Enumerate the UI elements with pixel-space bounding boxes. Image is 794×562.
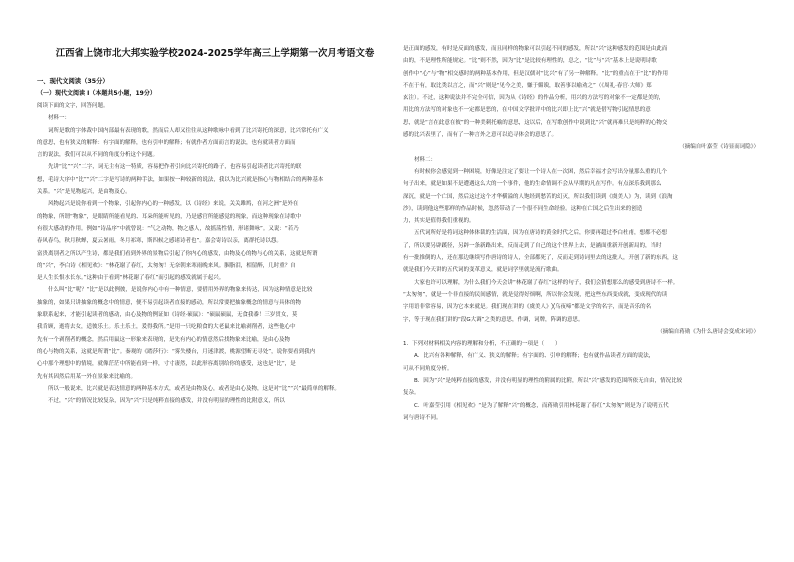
text-line: 春风春鸟，秋月秋蝉，夏云暑雨，冬月祁寒，斯四候之感诸诗者也”。嘉会寄诗以亲，离群托诗以怨。 — [37, 238, 282, 245]
left-column — [37, 76, 393, 407]
text-line: 的物象，所谓“物象”，是眼睛所能看见的、耳朵所能听见的，乃是感官所能感觉的现象，而这种现象在诗歌中 — [37, 213, 302, 220]
material-one-label: 材料一： — [48, 115, 71, 122]
text-line: 句子出来，就是如果不是遭遇这么大的一个事件，他的生命情调不会从早期的凡在写作。有点深乐我到那么 — [403, 181, 662, 188]
text-line: 什么叫“比”呢？“比”是以此例彼，是说你内心中有一种情意，要借用外界的物象来传达，因为这种情意是比较 — [48, 287, 313, 294]
text-line: 字用语非常容易，因为它本来就是。我们现在讲的《虞美人》╳乌夜啼”都是文学的名字，而是音乐的名 — [403, 304, 652, 311]
text-line: 所以一般说来，比兴就是表达情意的两种基本方式，或者是由物及心，或者是由心及物，这是对“比”“兴”最简单的解释。 — [48, 385, 340, 392]
document-title: 江西省上饶市北大邦实验学校2024-2025学年高三上学期第一次月考语文卷 — [55, 48, 375, 59]
text-line: 了，所以要另辟蹊径，另辟一条新路出来，反而走到了自己的这个世界上去，是涵面重新开创新局的，当时 — [403, 242, 662, 249]
text-line: C．叶嘉莹引用《相见欢》“是为了解释“兴”的概念，而蒋勋引用林花谢了春红”太匆匆”则是为了说明五代 — [414, 402, 669, 409]
text-line: 五代词所好是将词这种体体裁的生活面，因为在唐诗的黄金时代之后，你要再超过李白杜甫，想都不必想 — [414, 230, 668, 237]
text-line: 的意思，也有狭义的解释：有字面的解释，也有引申的解释；有就作者方面而言的说法，也有就读者方面而 — [37, 139, 296, 146]
text-line: 是正面的感发，有时是反面的感发，而且同样的物象可以引起不同的感发，所以“兴”这种感发的范围是由此而 — [403, 46, 668, 52]
text-line: 我肯顾，逝将去女，适彼乐土。乐土乐土，爰得我所。”是用一只吃粮食的大老鼠来比喻剥削者，这些他心中 — [37, 324, 296, 331]
text-line: 创作中“心”与“物”相交感时的两种基本作用，但是汉儒对“比兴”有了另一种解释。“比”的重点在于“比”的作用 — [403, 70, 668, 77]
text-line: 可从不同角度分析。 — [403, 365, 453, 372]
text-line: 关系。“兴”是见物起兴，是由物及心。 — [37, 189, 131, 196]
text-line: 富贵离别者之所以产生诗，都是我们看到外界的景物后引起了你内心的感发，由物及心的物与心的关系，这就是所谓 — [37, 250, 318, 257]
source-citation-2: （摘编自蒋勋《为什么唐诗会变成宋词》） — [657, 328, 759, 335]
text-line: 的“兴”，李白诗《相见欢》：“林花谢了春红，太匆匆！无奈朝来寒雨晚来风。胭脂泪，相留醉，几时重？自 — [37, 262, 296, 269]
text-line: 的心与物的关系，这就是所谓“比”。秦观的《踏莎行》：“雾失楼台，月迷津渡，桃源望断无寻处”，说你要看到我内 — [37, 348, 316, 355]
text-line: 深沉，就是一个亡国，然后这过这个才华横溢的人饱经到愁苦的幻灭，所以我们读到《虞美人》为，读到《浪淘 — [403, 193, 673, 200]
text-line: 不在于有，取比类以言之，而“兴”则是“见今之美，嫌于媚谀，取善事以喻劝之”（《周礼·春官·大师》郑 — [403, 82, 652, 89]
text-line: 有时候你会感觉到一种困境，好像是注定了要让一个诗人在一次困，然后幸福才会写出分量那么重的几个 — [414, 168, 668, 175]
right-body-text-part1 — [403, 43, 759, 141]
question-1-options — [403, 350, 759, 424]
text-line: 不过，“兴”的情况比较复杂，因为“兴”只是纯粹直接的感发，并没有明显的理性的比附意义，所以 — [48, 398, 285, 405]
text-line: A．比兴有各种解释，有广义、狭义的解释；有字面的、引申的解释；也有就作品读者方面的说法， — [414, 353, 655, 360]
left-body-text — [37, 125, 393, 408]
text-line: 先有其因然后用某一外在景象来比喻的。 — [37, 373, 137, 380]
subsection-heading: （一）现代文阅读 Ⅰ（本题共5小题，19分） — [37, 90, 156, 97]
text-line: 思，就是“言在此意在彼”的一种美刺托喻的意思，这以后，在写歌创作中说到比“兴”就再难只是纯粹的心物交 — [403, 119, 668, 126]
text-line: 大家也许可以理解，为什么我们今天会讲“林花谢了春红”这样的句子，我们会猜想那么的感受到唐诗不一样。 — [414, 279, 679, 286]
right-body-text-part2 — [403, 166, 759, 326]
text-line: 是人生长恨水长东。”这种由于看到“林花谢了春红”而引起的感发就属于起兴。 — [37, 275, 225, 282]
instruction-text: 阅读下面的文字，回答问题。 — [37, 103, 109, 109]
text-line: 词所是歌的字体裁中国内部最有表现的歌，然而后人却又往往从这种歌咏中看到了比兴寄托的深意，比兴常托有广义 — [48, 127, 329, 134]
text-line: 有一批推倒的人，还在那边继续写作唐诗的诗人，全部都死了，反而走到诗词里去的这批人，开创了新的东西，这 — [403, 255, 679, 262]
text-line: 有很大感动的作用。例如“诗品序”中就曾说：“气之动物，物之感人，故摇荡性情，形诸舞咏”。又说：“若乃 — [37, 225, 299, 232]
source-citation-1: （摘编自叶嘉莹《诗显而词隐》） — [679, 144, 759, 151]
text-line: 风物起兴是说你看到一个物象，引起你内心的一种感发，以《诗经》来说，关关雎鸠，在河之洲”是外在 — [48, 201, 299, 208]
text-line: 先讲“比”“兴”二字，词无主有这一特质，容易把作者引向比兴寄托的路子，也容易引起读者比兴寄托的联 — [48, 164, 302, 171]
text-line: 先有一个剥削者的概念，然后用鼠这一形象来表现的，是先有内心的情意然后找物象来比喻，是由心及物 — [37, 336, 291, 343]
text-line: 象联系起来，才能引起读者的感动，由心及物的例证如《诗经·硕鼠》：“硕鼠硕鼠，无食我黍！三岁贯女，莫 — [37, 312, 298, 319]
text-line: 力，其实是值得我们重视的。 — [403, 218, 475, 225]
text-line: 心中那个理想中的情境，就像茫茫中所能看到一样，寸寸凄然，以此形容离别给你的感受，这也是“比”，是 — [37, 361, 296, 368]
right-column — [403, 43, 759, 424]
text-line: 感的比兴表里了，而有了一种言外之意可以追寻体会的意思了。 — [403, 132, 558, 139]
text-line: B．因为“兴”是纯粹直接的感发，并没有明显的理性的附属的比附，所以“兴”感发的范围所依无自由，情况比较 — [414, 378, 683, 385]
text-line: 用比的方法写的对象也不一定都是恶的，在中国文学批评中的比兴即上比“兴”就是借写物引起情思的意 — [403, 107, 651, 114]
text-line: 复杂。 — [403, 390, 420, 397]
material-two-label: 材料二： — [414, 156, 437, 163]
text-line: 由的，不是理性所能规定。“比”则不然，因为“比”是比较有理性的，总之，“比”与“兴”基本上是说明诗歌 — [403, 58, 657, 65]
text-line: 言的说法，我们可以从不同的角度分析这个问题。 — [37, 152, 159, 159]
text-line: 词与唐诗不同。 — [403, 414, 442, 421]
text-line: “太匆匆”，就是一个非直接的民间感情，就是觉得好烦啊，所以你会发现，把这些东西变成就，变成现代的读 — [403, 291, 668, 298]
question-1: 1．下列对材料相关内容的理解和分析，不正确的一项是（ ） — [403, 341, 561, 348]
section-heading: 一、现代文阅读（35分） — [37, 78, 109, 85]
text-line: 玄注）。不过，这种说法并不完全可信，因为从《诗经》的作品分析，用兴的方法写的对象不一定都是美的， — [403, 95, 665, 102]
text-line: 就是我们今天讲的五代词的变革意义，就是词学里就是流行歌曲。 — [403, 267, 563, 274]
text-line: 沙》，读到他这些那样的作品时候，忽然带动了一个很不同生命经验。这种在亡国之后生出来的创造 — [403, 205, 643, 212]
text-line: 抽象的，如果只讲抽象的概念中的情意，便不易引起读者直接的感动，所以常要把抽象概念的情意与具体的物 — [37, 299, 302, 306]
text-line: 想，毛诗大序中“比”“兴”二字是写诗的两种手法，如果按一种较新的说法，我以为比兴就是指心与物相结合的两种基本 — [37, 176, 324, 183]
text-line: 字，等于现在我们讲的“段G大调”之类的意思，作调，词牌，阵调的意思。 — [403, 316, 584, 323]
